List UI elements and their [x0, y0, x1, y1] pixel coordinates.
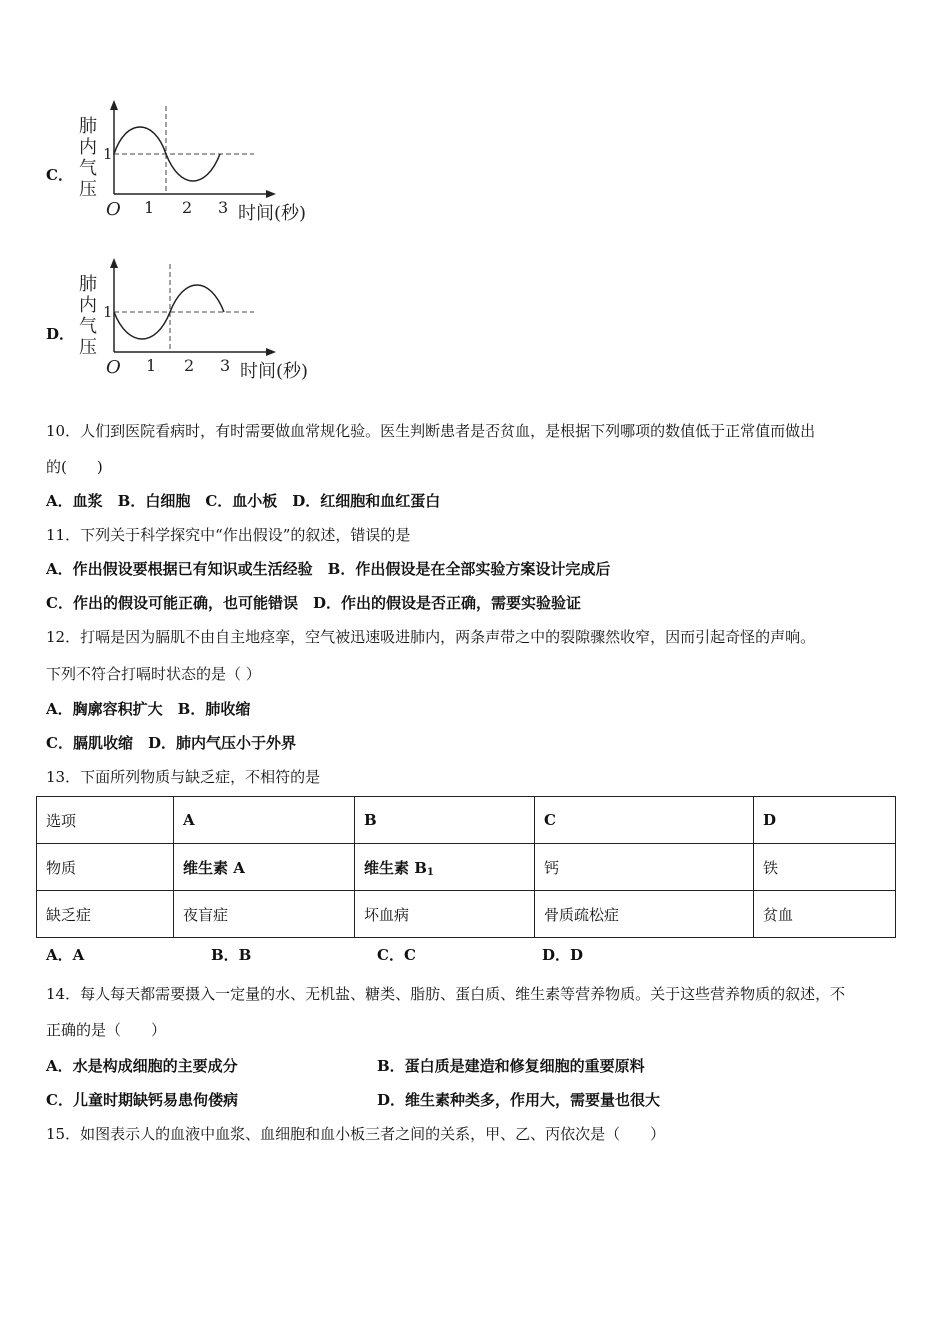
option-d-label: D．: [46, 325, 75, 343]
table-cell: 骨质疏松症: [535, 891, 754, 938]
q14-stem-line2: 正确的是（ ）: [46, 1021, 167, 1039]
tick-x-3: 3: [220, 356, 231, 375]
q13-table: [36, 796, 896, 938]
y-axis-label-char: 内: [79, 295, 97, 316]
table-cell: 贫血: [754, 891, 896, 938]
table-cell: A: [174, 797, 355, 844]
tick-y-1: 1: [103, 145, 113, 163]
tick-x-2: 2: [184, 356, 195, 375]
y-axis-arrow: [110, 258, 118, 268]
origin-label: O: [106, 357, 121, 378]
table-row: [37, 797, 896, 844]
origin-label: O: [106, 199, 121, 220]
table-cell: 夜盲症: [174, 891, 355, 938]
q13-option-c: C．C: [377, 946, 416, 964]
q10-stem-line1: 10．人们到医院看病时，有时需要做血常规化验。医生判断患者是否贫血，是根据下列哪项的数值低于正常值而做出: [46, 422, 816, 440]
x-axis-label: 时间(秒): [240, 361, 309, 382]
graph-d: [70, 256, 330, 384]
y-axis-label-char: 肺: [79, 274, 97, 295]
y-axis-label-char: 压: [79, 337, 97, 358]
q14-option-b: B．蛋白质是建造和修复细胞的重要原料: [377, 1057, 645, 1075]
y-axis-label-char: 肺: [79, 116, 97, 137]
table-cell: 坏血病: [355, 891, 535, 938]
tick-x-1: 1: [144, 198, 155, 217]
q14-option-c: C．儿童时期缺钙易患佝偻病: [46, 1091, 238, 1109]
q14-stem-line1: 14．每人每天都需要摄入一定量的水、无机盐、糖类、脂肪、蛋白质、维生素等营养物质。关于这些营养物质的叙述，不: [46, 985, 846, 1003]
x-axis-label: 时间(秒): [238, 203, 307, 224]
q11-options-line1: A．作出假设要根据已有知识或生活经验 B．作出假设是在全部实验方案设计完成后: [46, 560, 611, 578]
x-axis-arrow: [266, 348, 276, 356]
tick-x-2: 2: [182, 198, 193, 217]
q13-option-a: A．A: [46, 946, 85, 964]
table-cell: 维生素 A: [174, 844, 355, 891]
tick-x-1: 1: [146, 356, 157, 375]
q12-stem-line2: 下列不符合打嗝时状态的是（ ）: [46, 665, 261, 683]
x-axis-arrow: [266, 190, 276, 198]
y-axis-arrow: [110, 100, 118, 110]
vitamin-b-text: 维生素 B: [364, 858, 427, 877]
table-cell: B: [355, 797, 535, 844]
q11-options-line2: C．作出的假设可能正确，也可能错误 D．作出的假设是否正确，需要实验验证: [46, 594, 581, 612]
table-row: [37, 891, 896, 938]
table-cell: 缺乏症: [37, 891, 174, 938]
graph-c: [70, 98, 330, 226]
tick-y-1: 1: [103, 303, 113, 321]
table-cell: 物质: [37, 844, 174, 891]
table-cell: [355, 844, 535, 891]
q14-option-d: D．维生素种类多，作用大，需要量也很大: [377, 1091, 661, 1109]
table-cell: 钙: [535, 844, 754, 891]
y-axis-label-char: 内: [79, 137, 97, 158]
y-axis-label-char: 气: [79, 316, 97, 337]
table-cell: 铁: [754, 844, 896, 891]
table-cell: C: [535, 797, 754, 844]
option-c-label: C．: [46, 166, 73, 184]
q13-stem: 13．下面所列物质与缺乏症，不相符的是: [46, 768, 321, 786]
q10-options: A．血浆 B．白细胞 C．血小板 D．红细胞和血红蛋白: [46, 492, 441, 510]
q13-option-b: B．B: [211, 946, 252, 964]
q12-options-line1: A．胸廓容积扩大 B．肺收缩: [46, 700, 251, 718]
y-axis-label-char: 气: [79, 158, 97, 179]
table-row: [37, 844, 896, 891]
table-cell: D: [754, 797, 896, 844]
y-axis-label-char: 压: [79, 179, 97, 200]
vitamin-b-subscript: 1: [426, 866, 434, 878]
q11-stem: 11．下列关于科学探究中“作出假设”的叙述，错误的是: [46, 526, 411, 544]
q12-options-line2: C．膈肌收缩 D．肺内气压小于外界: [46, 734, 296, 752]
q13-option-d: D．D: [542, 946, 584, 964]
q12-stem-line1: 12．打嗝是因为膈肌不由自主地痉挛，空气被迅速吸进肺内，两条声带之中的裂隙骤然收窄，因而引起奇怪的声响。: [46, 628, 816, 646]
q15-stem: 15．如图表示人的血液中血浆、血细胞和血小板三者之间的关系，甲、乙、丙依次是（ ）: [46, 1125, 666, 1143]
tick-x-3: 3: [218, 198, 229, 217]
q10-stem-line2: 的( ): [46, 458, 103, 476]
q14-option-a: A．水是构成细胞的主要成分: [46, 1057, 238, 1075]
table-cell: 选项: [37, 797, 174, 844]
